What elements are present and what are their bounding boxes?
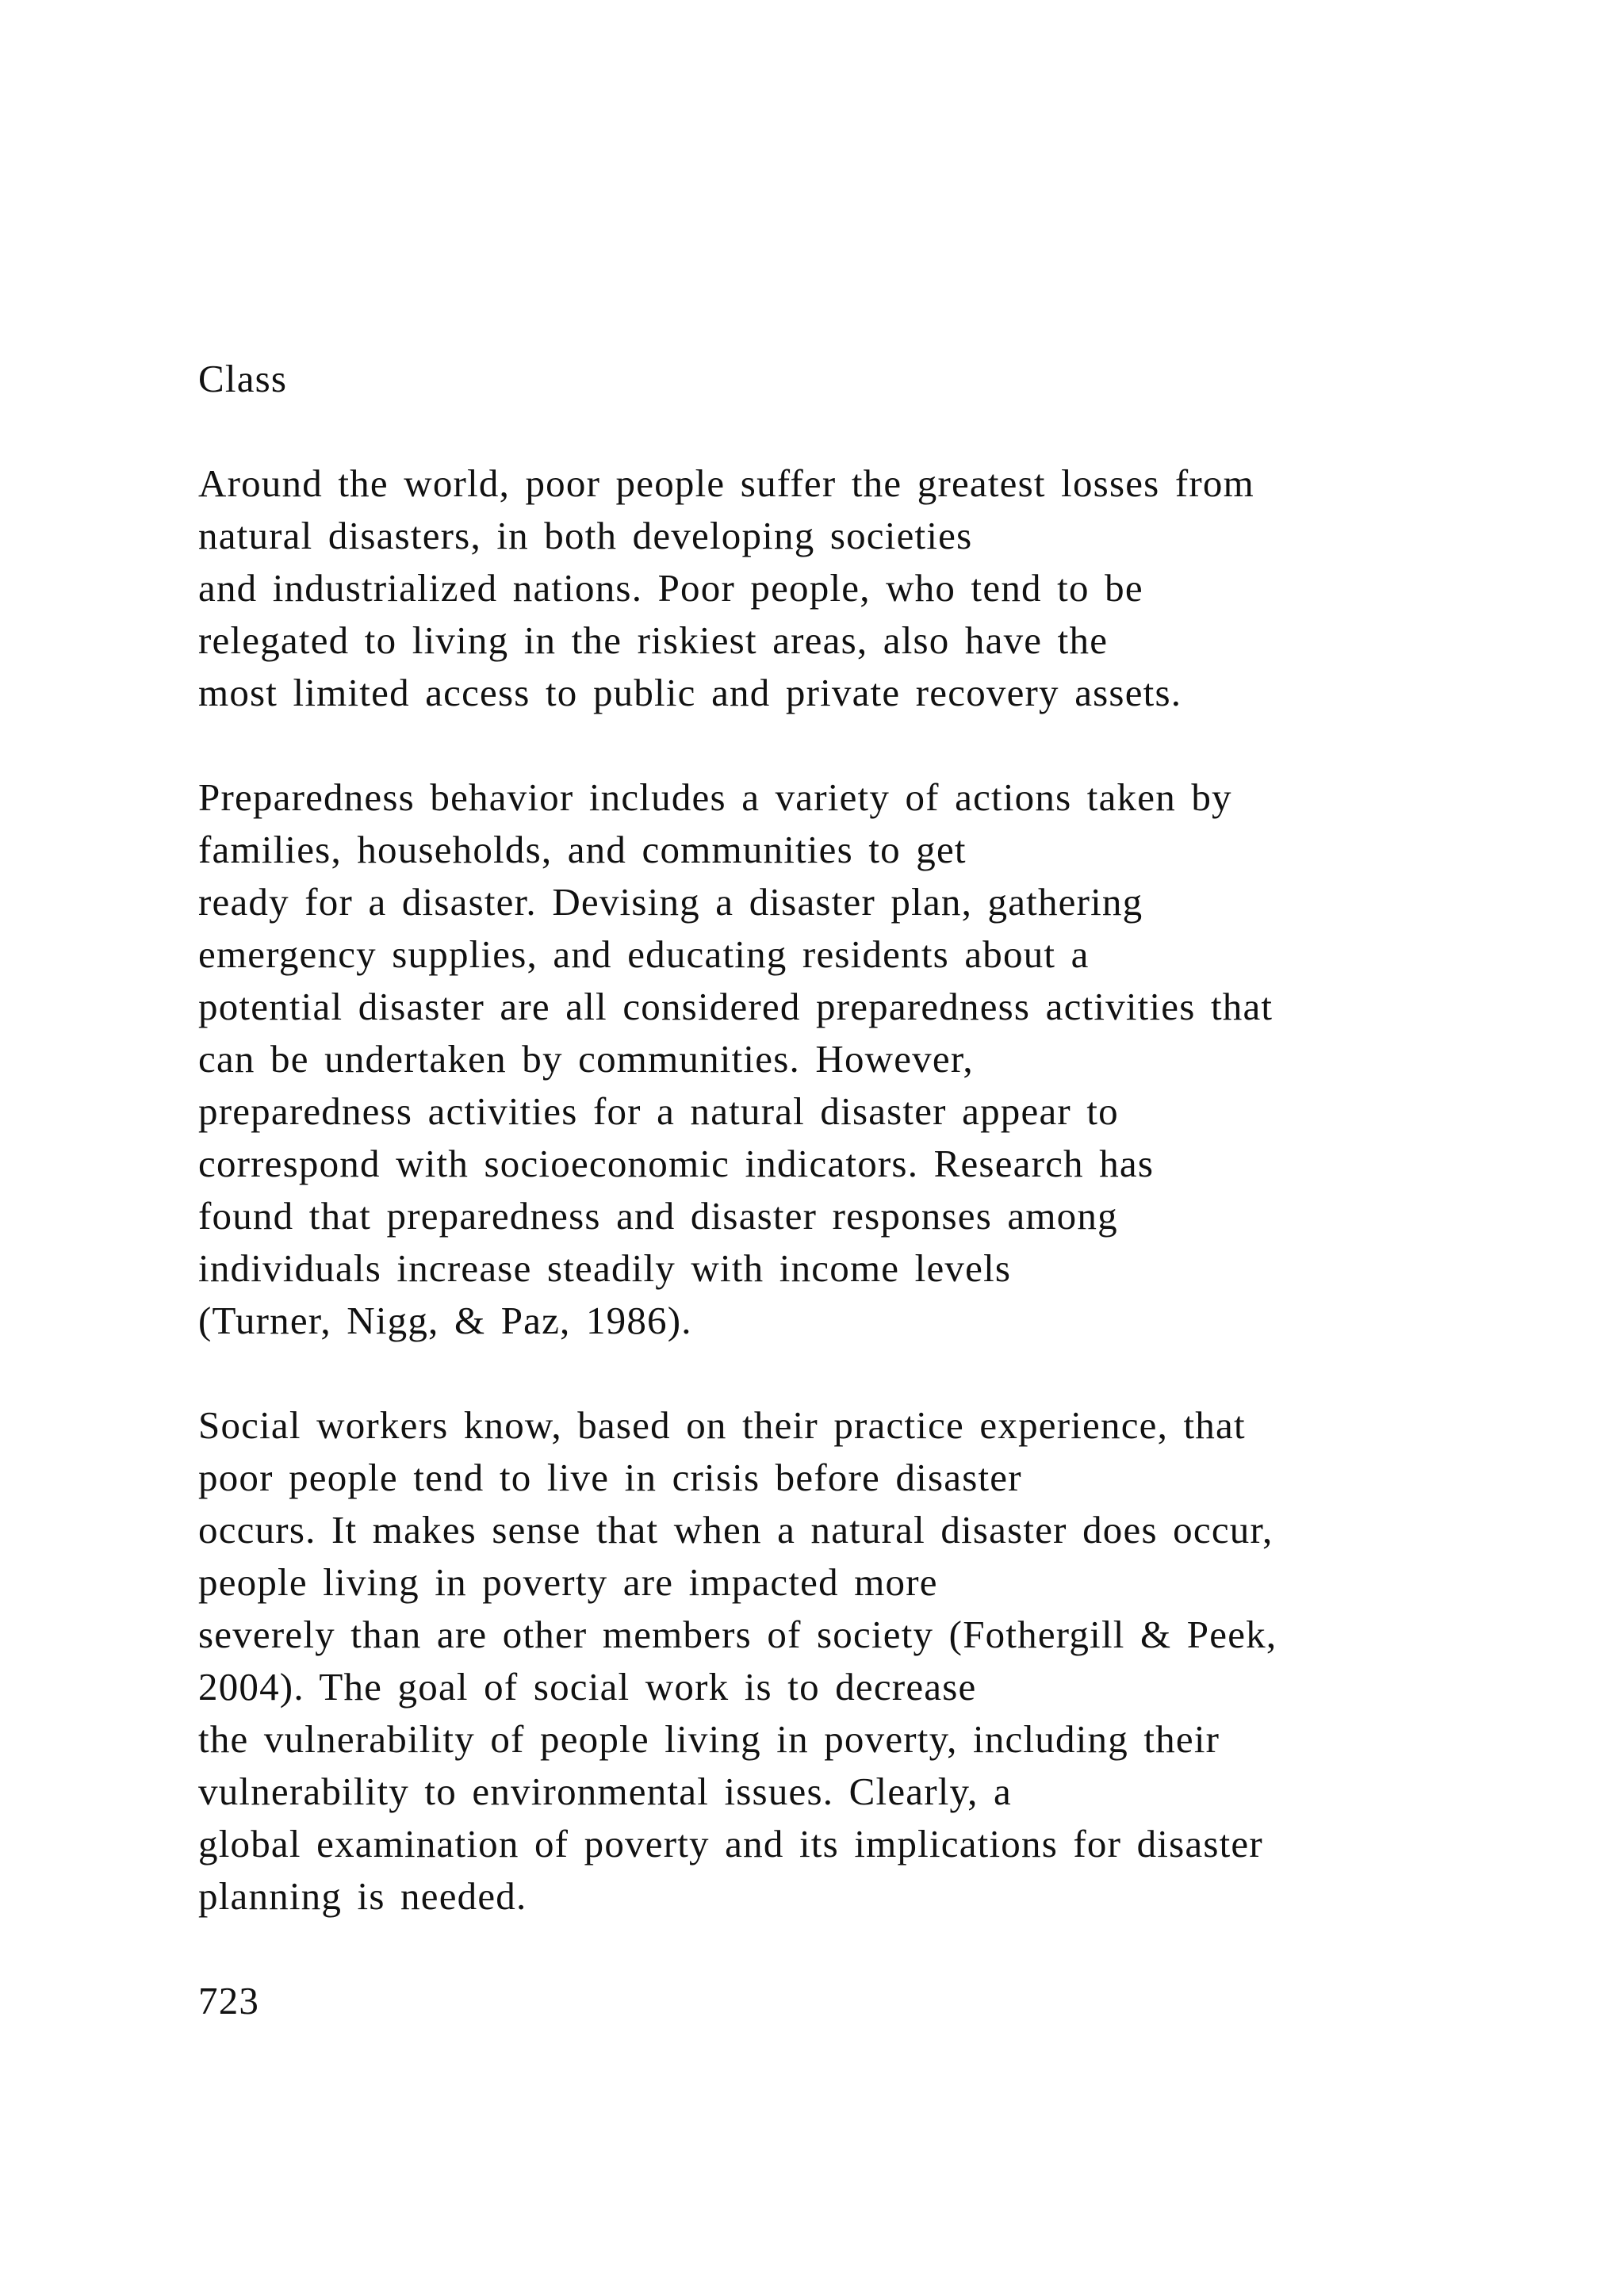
text-line: and industrialized nations. Poor people, who tend to be xyxy=(198,566,1143,610)
text-line: found that preparedness and disaster responses among xyxy=(198,1194,1118,1238)
paragraph-1 xyxy=(198,457,1546,719)
paragraph-spacer xyxy=(198,1347,1546,1399)
text-line: potential disaster are all considered preparedness activities that xyxy=(198,985,1274,1028)
paragraph-2 xyxy=(198,771,1546,1347)
text-line: global examination of poverty and its implications for disaster xyxy=(198,1822,1263,1866)
text-line: correspond with socioeconomic indicators. Research has xyxy=(198,1142,1155,1185)
paragraph-spacer xyxy=(198,405,1546,457)
text-line: most limited access to public and private recovery assets. xyxy=(198,671,1182,714)
text-line: natural disasters, in both developing societies xyxy=(198,514,973,557)
text-line: ready for a disaster. Devising a disaster plan, gathering xyxy=(198,880,1143,924)
text-line: people living in poverty are impacted more xyxy=(198,1560,938,1604)
text-line: the vulnerability of people living in poverty, including their xyxy=(198,1717,1220,1761)
text-line: (Turner, Nigg, & Paz, 1986). xyxy=(198,1299,692,1342)
section-heading: Class xyxy=(198,357,288,400)
paragraph-spacer xyxy=(198,719,1546,771)
text-line: poor people tend to live in crisis before disaster xyxy=(198,1456,1022,1499)
text-line: families, households, and communities to get xyxy=(198,828,967,871)
text-line: can be undertaken by communities. However, xyxy=(198,1037,974,1081)
text-line: planning is needed. xyxy=(198,1874,527,1918)
paragraph-spacer xyxy=(198,1923,1546,1975)
text-line: severely than are other members of society (Fothergill & Peek, xyxy=(198,1613,1277,1656)
text-line: Social workers know, based on their practice experience, that xyxy=(198,1403,1246,1447)
text-line: individuals increase steadily with income levels xyxy=(198,1246,1012,1290)
text-line: Preparedness behavior includes a variety of actions taken by xyxy=(198,775,1232,819)
paragraph-3 xyxy=(198,1399,1546,1923)
text-line: occurs. It makes sense that when a natural disaster does occur, xyxy=(198,1508,1274,1552)
document-body xyxy=(198,353,1546,2027)
text-line: relegated to living in the riskiest areas, also have the xyxy=(198,618,1109,662)
text-line: emergency supplies, and educating residents about a xyxy=(198,932,1090,976)
text-line: 2004). The goal of social work is to decrease xyxy=(198,1665,977,1709)
text-line: Around the world, poor people suffer the greatest losses from xyxy=(198,461,1254,505)
text-line: vulnerability to environmental issues. Clearly, a xyxy=(198,1770,1012,1813)
page-number: 723 xyxy=(198,1979,260,2022)
text-line: preparedness activities for a natural disaster appear to xyxy=(198,1089,1119,1133)
